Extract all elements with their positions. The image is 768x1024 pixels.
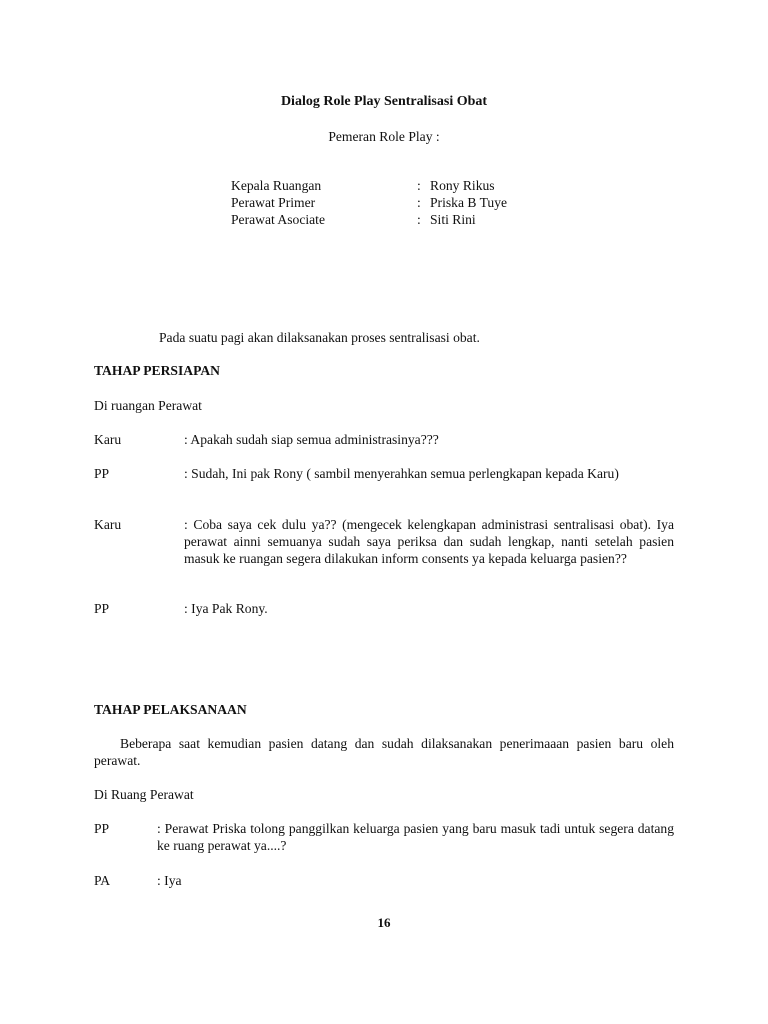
dialog-speaker: Karu [94, 517, 122, 532]
cast-row [231, 194, 507, 211]
dialog-line: : Sudah, Ini pak Rony ( sambil menyerahkan semua perlengkapan kepada Karu) [184, 466, 619, 481]
cast-role: Perawat Asociate [231, 212, 325, 227]
cast-role: Kepala Ruangan [231, 178, 322, 193]
cast-name: Siti Rini [430, 212, 476, 227]
cast-table [231, 177, 507, 228]
dialog-line: : Perawat Priska tolong panggilkan keluarga pasien yang baru masuk tadi untuk segera datang ke ruang perawat ya....? [157, 821, 674, 853]
dialog-line: : Iya [157, 873, 182, 888]
section-heading-persiapan: TAHAP PERSIAPAN [94, 363, 220, 378]
document-title: Dialog Role Play Sentralisasi Obat [280, 94, 488, 109]
cast-subtitle: Pemeran Role Play : [328, 129, 440, 144]
dialog-speaker: PA [94, 873, 111, 888]
location-label: Di Ruang Perawat [94, 787, 194, 802]
cast-row [231, 177, 507, 194]
cast-name: Priska B Tuye [430, 195, 508, 210]
location-label: Di ruangan Perawat [94, 398, 202, 413]
cast-name: Rony Rikus [430, 178, 495, 193]
dialog-speaker: Karu [94, 432, 122, 447]
dialog-speaker: PP [94, 601, 110, 616]
cast-separator: : [417, 178, 421, 193]
narration-paragraph: Beberapa saat kemudian pasien datang dan sudah dilaksanakan penerimaaan pasien baru oleh perawat. [94, 736, 674, 768]
dialog-speaker: PP [94, 821, 110, 836]
cast-separator: : [417, 195, 421, 210]
cast-row [231, 211, 507, 228]
dialog-speaker: PP [94, 466, 110, 481]
section-heading-pelaksanaan: TAHAP PELAKSANAAN [94, 702, 247, 717]
dialog-line: : Coba saya cek dulu ya?? (mengecek kelengkapan administrasi sentralisasi obat). Iya perawat ainni semuanya sudah saya periksa dan sudah lengkap, nanti setelah pasien masuk ke ruangan segera dilakukan inform consents ya kepada keluarga pasien?? [184, 517, 674, 566]
dialog-line: : Apakah sudah siap semua administrasinya??? [184, 432, 439, 447]
dialog-line: : Iya Pak Rony. [184, 601, 268, 616]
intro-paragraph: Pada suatu pagi akan dilaksanakan proses sentralisasi obat. [159, 330, 480, 345]
page-number: 16 [377, 915, 391, 930]
cast-separator: : [417, 212, 421, 227]
cast-role: Perawat Primer [231, 195, 316, 210]
